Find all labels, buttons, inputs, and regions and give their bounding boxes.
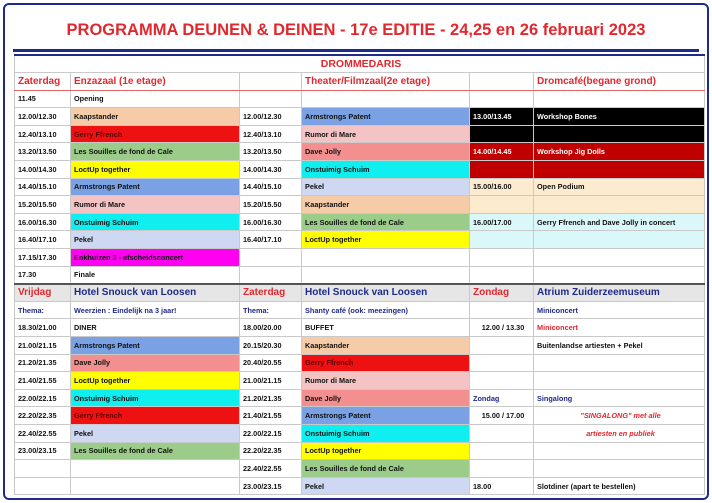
schedule-row [15,249,705,267]
act-cell: Onstuimig Schuim [302,424,470,442]
time-cell [470,301,534,319]
act-cell: Les Souilles de fond de Cale [71,442,240,460]
time-cell: 22.00/22.15 [15,389,71,407]
act-cell: Onstuimig Schuim [71,213,240,231]
schedule-row [15,108,705,126]
time-cell [470,249,534,267]
time-cell [470,125,534,143]
time-cell: 15.20/15.50 [15,196,71,214]
page-title: PROGRAMMA DEUNEN & DEINEN - 17e EDITIE - 24,25 en 26 februari 2023 [66,21,646,39]
act-cell [534,125,705,143]
act-cell [71,460,240,478]
schedule-row [15,407,705,425]
act-cell: Pekel [302,477,470,495]
day-header: Vrijdag [15,284,71,302]
act-cell: Armstrongs Patent [302,108,470,126]
venue-header [240,73,302,91]
time-cell: 16.40/17.10 [15,231,71,249]
act-cell: Kaapstander [302,196,470,214]
time-cell: 15.00/16.00 [470,178,534,196]
act-cell [71,477,240,495]
time-cell [15,460,71,478]
time-cell: 21.00/21.15 [240,372,302,390]
time-cell: 21.20/21.35 [15,354,71,372]
time-cell: 16.00/16.30 [240,213,302,231]
act-cell: Les Souilles de fond de Cale [71,143,240,161]
venue-row [15,55,705,73]
title-divider [13,49,699,52]
time-cell [240,266,302,284]
time-cell: 20.40/20.55 [240,354,302,372]
schedule-row [15,161,705,179]
act-cell [534,249,705,267]
act-cell: Singalong [534,389,705,407]
section2-header-row [15,284,705,302]
act-cell: Weerzien : Eindelijk na 3 jaar! [71,301,240,319]
day-header: Zaterdag [15,73,71,91]
time-cell: 12.00 / 13.30 [470,319,534,337]
time-cell [470,424,534,442]
act-cell: Pekel [302,178,470,196]
time-cell [470,337,534,355]
schedule-row [15,372,705,390]
act-cell [534,196,705,214]
time-cell: 13.20/13.50 [240,143,302,161]
time-cell: 14.40/15.10 [15,178,71,196]
time-cell: 15.00 / 17.00 [470,407,534,425]
act-cell: artiesten en publiek [534,424,705,442]
time-cell: 12.00/12.30 [240,108,302,126]
act-cell [534,231,705,249]
act-cell [534,354,705,372]
act-cell: Gerry Ffrench [71,125,240,143]
time-cell: 16.00/16.30 [15,213,71,231]
schedule-table [14,54,705,495]
act-cell: Rumor di Mare [302,372,470,390]
act-cell: Shanty café (ook: meezingen) [302,301,470,319]
act-cell: Slotdiner (apart te bestellen) [534,477,705,495]
schedule-row [15,389,705,407]
act-cell: Miniconcert [534,301,705,319]
act-cell [534,442,705,460]
act-cell [534,266,705,284]
act-cell [302,249,470,267]
schedule-body [15,55,705,495]
act-cell: Gerry Ffrench [302,354,470,372]
act-cell: Onstuimig Schuim [71,389,240,407]
schedule-row [15,231,705,249]
act-cell: Workshop Bones [534,108,705,126]
act-cell: LoctUp together [302,442,470,460]
schedule-row [15,196,705,214]
time-cell: 23.00/23.15 [15,442,71,460]
act-cell: Les Souilles de fond de Cale [302,213,470,231]
time-cell [470,266,534,284]
time-cell: 21.20/21.35 [240,389,302,407]
time-cell: Zondag [470,389,534,407]
act-cell: LoctUp together [71,372,240,390]
venue-header: Dromcafé(begane grond) [534,73,705,91]
act-cell: Armstrongs Patent [302,407,470,425]
act-cell: Finale [71,266,240,284]
time-cell: 22.20/22.35 [240,442,302,460]
act-cell [302,266,470,284]
act-cell: Open Podium [534,178,705,196]
act-cell: Les Souilles de fond de Cale [302,460,470,478]
time-cell: 18.30/21.00 [15,319,71,337]
schedule-row [15,125,705,143]
venue-header [470,73,534,91]
time-cell [240,90,302,108]
time-cell: 18.00 [470,477,534,495]
time-cell: 16.40/17.10 [240,231,302,249]
time-cell: 21.40/21.55 [240,407,302,425]
time-cell [470,442,534,460]
act-cell: Opening [71,90,240,108]
time-cell [240,249,302,267]
act-cell: Kaapstander [302,337,470,355]
time-cell: 13.00/13.45 [470,108,534,126]
time-cell [470,161,534,179]
act-cell: Pekel [71,231,240,249]
schedule-row [15,319,705,337]
time-cell: 16.00/17.00 [470,213,534,231]
time-cell [470,196,534,214]
act-cell: Rumor di Mare [71,196,240,214]
time-cell [470,231,534,249]
time-cell: 12.00/12.30 [15,108,71,126]
act-cell: Enkhuizen 3 - afscheidsconcert [71,249,240,267]
schedule-row [15,460,705,478]
thema-row [15,301,705,319]
act-cell: Miniconcert [534,319,705,337]
time-cell: 14.40/15.10 [240,178,302,196]
time-cell: 21.00/21.15 [15,337,71,355]
time-cell: 14.00/14.45 [470,143,534,161]
venue-header: Hotel Snouck van Loosen [302,284,470,302]
act-cell: DINER [71,319,240,337]
time-cell: 23.00/23.15 [240,477,302,495]
time-cell: 22.40/22.55 [15,424,71,442]
act-cell [534,372,705,390]
venue-header: Theater/Filmzaal(2e etage) [302,73,470,91]
time-cell: 17.30 [15,266,71,284]
time-cell: 21.40/21.55 [15,372,71,390]
venue-header: Hotel Snouck van Loosen [71,284,240,302]
time-cell: 13.20/13.50 [15,143,71,161]
time-cell: Thema: [240,301,302,319]
time-cell: 22.40/22.55 [240,460,302,478]
time-cell: 18.00/20.00 [240,319,302,337]
act-cell: Onstuimig Schuim [302,161,470,179]
act-cell: Gerry Ffrench [71,407,240,425]
time-cell: 22.20/22.35 [15,407,71,425]
day-header: Zaterdag [240,284,302,302]
act-cell: Dave Jolly [302,389,470,407]
venue-header: Enzazaal (1e etage) [71,73,240,91]
time-cell [470,460,534,478]
schedule-row [15,266,705,284]
time-cell: 20.15/20.30 [240,337,302,355]
act-cell: Buitenlandse artiesten + Pekel [534,337,705,355]
act-cell: Armstrongs Patent [71,178,240,196]
time-cell: 12.40/13.10 [240,125,302,143]
schedule-row [15,90,705,108]
venue-header: Atrium Zuiderzeemuseum [534,284,705,302]
schedule-row [15,354,705,372]
act-cell [534,90,705,108]
time-cell: 11.45 [15,90,71,108]
schedule-row [15,477,705,495]
section1-header-row [15,73,705,91]
time-cell: 14.00/14.30 [240,161,302,179]
act-cell: Armstrongs Patent [71,337,240,355]
act-cell [534,460,705,478]
time-cell [15,477,71,495]
act-cell: Workshop Jig Dolls [534,143,705,161]
schedule-row [15,178,705,196]
act-cell [534,161,705,179]
time-cell: Thema: [15,301,71,319]
venue-name: DROMMEDARIS [15,55,705,73]
act-cell: Rumor di Mare [302,125,470,143]
act-cell: Dave Jolly [71,354,240,372]
time-cell [470,372,534,390]
time-cell: 14.00/14.30 [15,161,71,179]
schedule-poster [3,3,709,500]
act-cell: LoctUp together [302,231,470,249]
time-cell [470,90,534,108]
schedule-row [15,143,705,161]
act-cell: Kaapstander [71,108,240,126]
time-cell: 22.00/22.15 [240,424,302,442]
act-cell: Gerry Ffrench and Dave Jolly in concert [534,213,705,231]
act-cell [302,90,470,108]
act-cell: Pekel [71,424,240,442]
day-header: Zondag [470,284,534,302]
time-cell [470,354,534,372]
act-cell: Dave Jolly [302,143,470,161]
schedule-row [15,424,705,442]
time-cell: 17.15/17.30 [15,249,71,267]
schedule-row [15,213,705,231]
schedule-row [15,442,705,460]
act-cell: BUFFET [302,319,470,337]
act-cell: LoctUp together [71,161,240,179]
schedule-row [15,337,705,355]
time-cell: 15.20/15.50 [240,196,302,214]
act-cell: "SINGALONG" met alle [534,407,705,425]
time-cell: 12.40/13.10 [15,125,71,143]
